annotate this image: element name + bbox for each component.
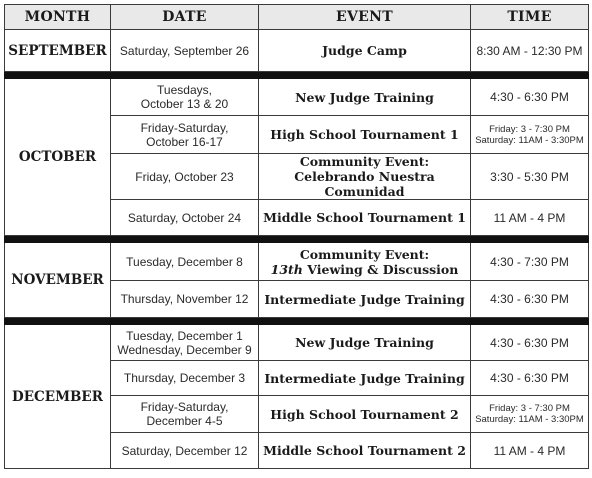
event-name: New Judge Training bbox=[259, 79, 471, 116]
event-time: 8:30 AM - 12:30 PM bbox=[471, 30, 589, 72]
event-date: Thursday, December 3 bbox=[111, 361, 259, 396]
month-divider bbox=[5, 72, 589, 79]
header-date: DATE bbox=[111, 5, 259, 30]
table-row bbox=[5, 325, 589, 361]
table-row bbox=[5, 243, 589, 281]
event-name: Middle School Tournament 1 bbox=[259, 200, 471, 236]
event-schedule-table bbox=[4, 4, 589, 469]
event-time bbox=[471, 396, 589, 433]
event-name-rest: Viewing & Discussion bbox=[302, 261, 459, 277]
event-time bbox=[471, 116, 589, 154]
event-name: High School Tournament 2 bbox=[259, 396, 471, 433]
event-date-line: Tuesday, December 1 bbox=[126, 328, 243, 343]
event-time-line: Saturday: 11AM - 3:30PM bbox=[475, 134, 584, 146]
event-name-line: Community Event: bbox=[299, 246, 430, 262]
event-date-line: October 13 & 20 bbox=[140, 97, 229, 111]
event-name bbox=[259, 154, 471, 200]
event-date bbox=[111, 396, 259, 433]
event-date-line: December 4-5 bbox=[146, 414, 223, 428]
table-row bbox=[5, 30, 589, 72]
event-date: Tuesday, December 8 bbox=[111, 243, 259, 281]
event-time: 4:30 - 6:30 PM bbox=[471, 79, 589, 116]
event-date bbox=[111, 325, 259, 361]
event-time-line: Friday: 3 - 7:30 PM bbox=[489, 123, 570, 135]
event-date: Saturday, September 26 bbox=[111, 30, 259, 72]
event-name-line bbox=[261, 262, 468, 277]
event-name-line: Community Event: bbox=[299, 154, 430, 169]
event-time: 11 AM - 4 PM bbox=[471, 433, 589, 469]
month-september: SEPTEMBER bbox=[5, 30, 111, 72]
header-row bbox=[5, 5, 589, 30]
month-december: DECEMBER bbox=[5, 325, 111, 469]
event-time: 3:30 - 5:30 PM bbox=[471, 154, 589, 200]
event-date-line: October 16-17 bbox=[146, 134, 223, 149]
event-date-line: Tuesdays, bbox=[157, 83, 212, 97]
event-date-line: Friday-Saturday, bbox=[140, 120, 229, 135]
event-time: 4:30 - 6:30 PM bbox=[471, 325, 589, 361]
event-name: New Judge Training bbox=[259, 325, 471, 361]
month-divider bbox=[5, 236, 589, 243]
event-time-line: Saturday: 11AM - 3:30PM bbox=[475, 414, 584, 425]
event-date: Friday, October 23 bbox=[111, 154, 259, 200]
event-date: Thursday, November 12 bbox=[111, 281, 259, 318]
event-time: 11 AM - 4 PM bbox=[471, 200, 589, 236]
event-date-line: Wednesday, December 9 bbox=[117, 342, 252, 357]
event-time: 4:30 - 6:30 PM bbox=[471, 361, 589, 396]
month-november: NOVEMBER bbox=[5, 243, 111, 318]
event-date: Saturday, October 24 bbox=[111, 200, 259, 236]
event-name: Judge Camp bbox=[259, 30, 471, 72]
header-month: MONTH bbox=[5, 5, 111, 30]
table-row bbox=[5, 79, 589, 116]
header-event: EVENT bbox=[259, 5, 471, 30]
event-name: Intermediate Judge Training bbox=[259, 281, 471, 318]
event-date bbox=[111, 79, 259, 116]
header-time: TIME bbox=[471, 5, 589, 30]
event-date bbox=[111, 116, 259, 154]
event-date-line: Friday-Saturday, bbox=[140, 400, 229, 414]
film-title: 13th bbox=[270, 261, 303, 277]
event-name-line: Celebrando Nuestra Comunidad bbox=[294, 169, 435, 199]
event-time-line: Friday: 3 - 7:30 PM bbox=[489, 403, 570, 414]
event-name: Middle School Tournament 2 bbox=[259, 433, 471, 469]
event-time: 4:30 - 6:30 PM bbox=[471, 281, 589, 318]
month-october: OCTOBER bbox=[5, 79, 111, 236]
event-name: Intermediate Judge Training bbox=[259, 361, 471, 396]
event-name bbox=[259, 243, 471, 281]
month-divider bbox=[5, 318, 589, 325]
event-name: High School Tournament 1 bbox=[259, 116, 471, 154]
event-time: 4:30 - 7:30 PM bbox=[471, 243, 589, 281]
event-date: Saturday, December 12 bbox=[111, 433, 259, 469]
